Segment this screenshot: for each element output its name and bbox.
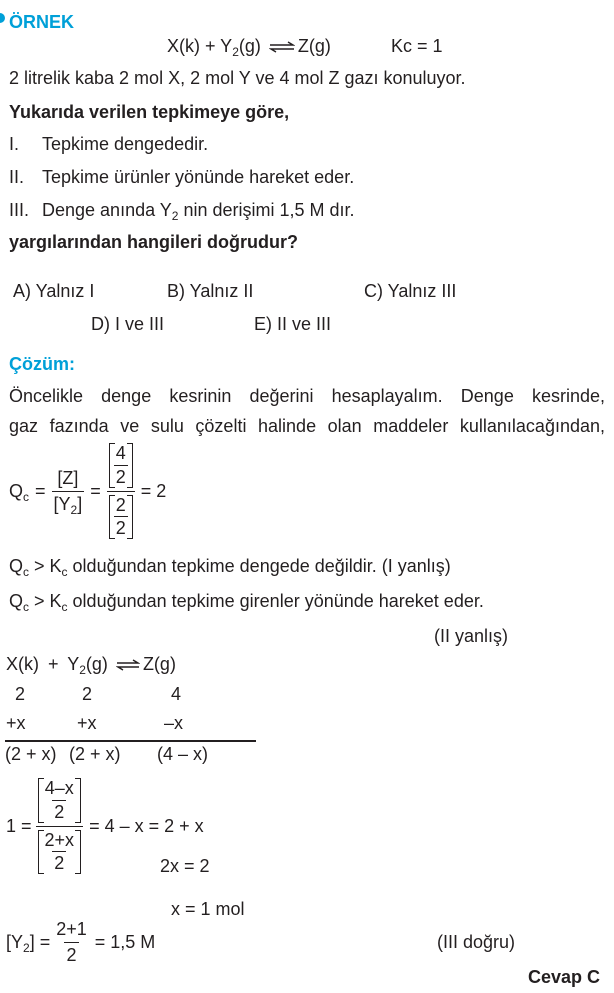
ice-equilibrium-z: (4 – x) xyxy=(157,744,209,764)
comparison-2-tag: (II yanlış) xyxy=(434,626,509,646)
statement-number: III. xyxy=(9,200,30,220)
answer-label: Cevap C xyxy=(528,967,601,987)
equation-lhs: 1 = xyxy=(6,815,32,836)
ice-initial-y: 2 xyxy=(82,684,93,704)
option-d[interactable]: D) I ve III xyxy=(91,314,165,334)
question-ask: yargılarından hangileri doğrudur? xyxy=(9,232,299,252)
y2-fraction xyxy=(54,919,89,965)
fraction-denominator: $\frac{2+x}{2}$ xyxy=(36,826,84,874)
option-b[interactable]: B) Yalnız II xyxy=(167,281,254,301)
solution-title: Çözüm: xyxy=(9,354,75,374)
equilibrium-fraction xyxy=(36,778,84,874)
question-intro: 2 litrelik kaba 2 mol X, 2 mol Y ve 4 mol Z gazı konuluyor. xyxy=(9,68,466,88)
statement-3 xyxy=(9,200,355,221)
ice-table-header: $X(k) + Y_2(g)$ Z(g) xyxy=(6,654,176,677)
qc-equation xyxy=(9,445,166,537)
equals-sign: = xyxy=(90,480,101,501)
statement-number: I. xyxy=(9,134,20,154)
statement-1 xyxy=(9,134,208,155)
y2-concentration-equation xyxy=(6,916,155,968)
equation-step-1: 2x = 2 xyxy=(160,856,210,876)
statement-subscript: 2 xyxy=(171,209,179,223)
statement-text: Tepkime dengededir. xyxy=(42,134,209,154)
option-e[interactable]: E) II ve III xyxy=(254,314,332,334)
qc-result: = 2 xyxy=(140,480,167,501)
ice-table-divider xyxy=(5,740,256,742)
equation-lhs: $[Y_2]$ = xyxy=(6,931,51,955)
qc-value-fraction xyxy=(107,443,135,539)
header-marker xyxy=(0,13,5,23)
option-a[interactable]: A) Yalnız I xyxy=(13,281,95,301)
fraction-denominator: 2 xyxy=(64,942,78,966)
fraction-denominator: $[Y_2]$ xyxy=(52,491,85,515)
solution-line-1: Öncelikle denge kesrinin değerini hesaplayalım. Denge kesrinde, xyxy=(9,386,605,406)
statement-text: Tepkime ürünler yönünde hareket eder. xyxy=(42,167,355,187)
ice-initial-z: 4 xyxy=(171,684,182,704)
solution-line-2: gaz fazında ve sulu çözelti halinde olan maddeler kullanılacağından, xyxy=(9,416,605,436)
statement-2 xyxy=(9,167,354,188)
fraction-numerator xyxy=(107,443,135,490)
ice-change-z: –x xyxy=(164,713,184,733)
equilibrium-arrow-icon xyxy=(116,659,140,671)
qc-concentration-fraction xyxy=(52,467,85,517)
ice-equilibrium-y: (2 + x) xyxy=(69,744,121,764)
equation-rhs: = 4 – x = 2 + x xyxy=(89,815,204,836)
statement-text-tail: nin derişimi 1,5 M dır. xyxy=(178,200,355,220)
ice-change-y: +x xyxy=(77,713,97,733)
ice-equilibrium-x: (2 + x) xyxy=(5,744,57,764)
statement-number: II. xyxy=(9,167,25,187)
ice-change-x: +x xyxy=(6,713,26,733)
fraction-denominator xyxy=(107,491,135,539)
reaction-left-subscript: 2 xyxy=(232,45,239,59)
qc-symbol: $Q_c$ xyxy=(9,480,30,504)
comparison-1: $Q_c > K_c$ olduğundan tepkime dengede değildir. (I yanlış) xyxy=(9,556,451,579)
page-title: ÖRNEK xyxy=(9,12,75,32)
fraction-numerator: 2+1 xyxy=(56,918,87,939)
y2-tag: (III doğru) xyxy=(437,932,516,952)
equation-rhs: = 1,5 M xyxy=(94,931,156,952)
reaction-equation xyxy=(167,36,331,57)
reaction-right: Z(g) xyxy=(297,36,331,56)
option-c[interactable]: C) Yalnız III xyxy=(364,281,457,301)
fraction-numerator: $\frac{4-x}{2}$ xyxy=(36,778,83,825)
fraction-numerator: [Z] xyxy=(57,467,79,488)
question-prompt: Yukarıda verilen tepkimeye göre, xyxy=(9,102,290,122)
equation-step-2: x = 1 mol xyxy=(171,899,245,919)
kc-value: Kc = 1 xyxy=(391,36,443,56)
reaction-left: X(k) + Y xyxy=(167,36,233,56)
statement-text: Denge anında Y xyxy=(42,200,172,220)
bracket-y: $\frac{2}{2}$ xyxy=(109,495,133,539)
comparison-2: $Q_c > K_c$ olduğundan tepkime girenler yönünde hareket eder. xyxy=(9,591,484,614)
equals-sign: = xyxy=(35,480,46,501)
ice-initial-x: 2 xyxy=(15,684,26,704)
bracket-z: $\frac{4}{2}$ xyxy=(109,443,133,487)
equilibrium-arrow-icon xyxy=(269,41,295,53)
reaction-left-tail: (g) xyxy=(238,36,261,56)
